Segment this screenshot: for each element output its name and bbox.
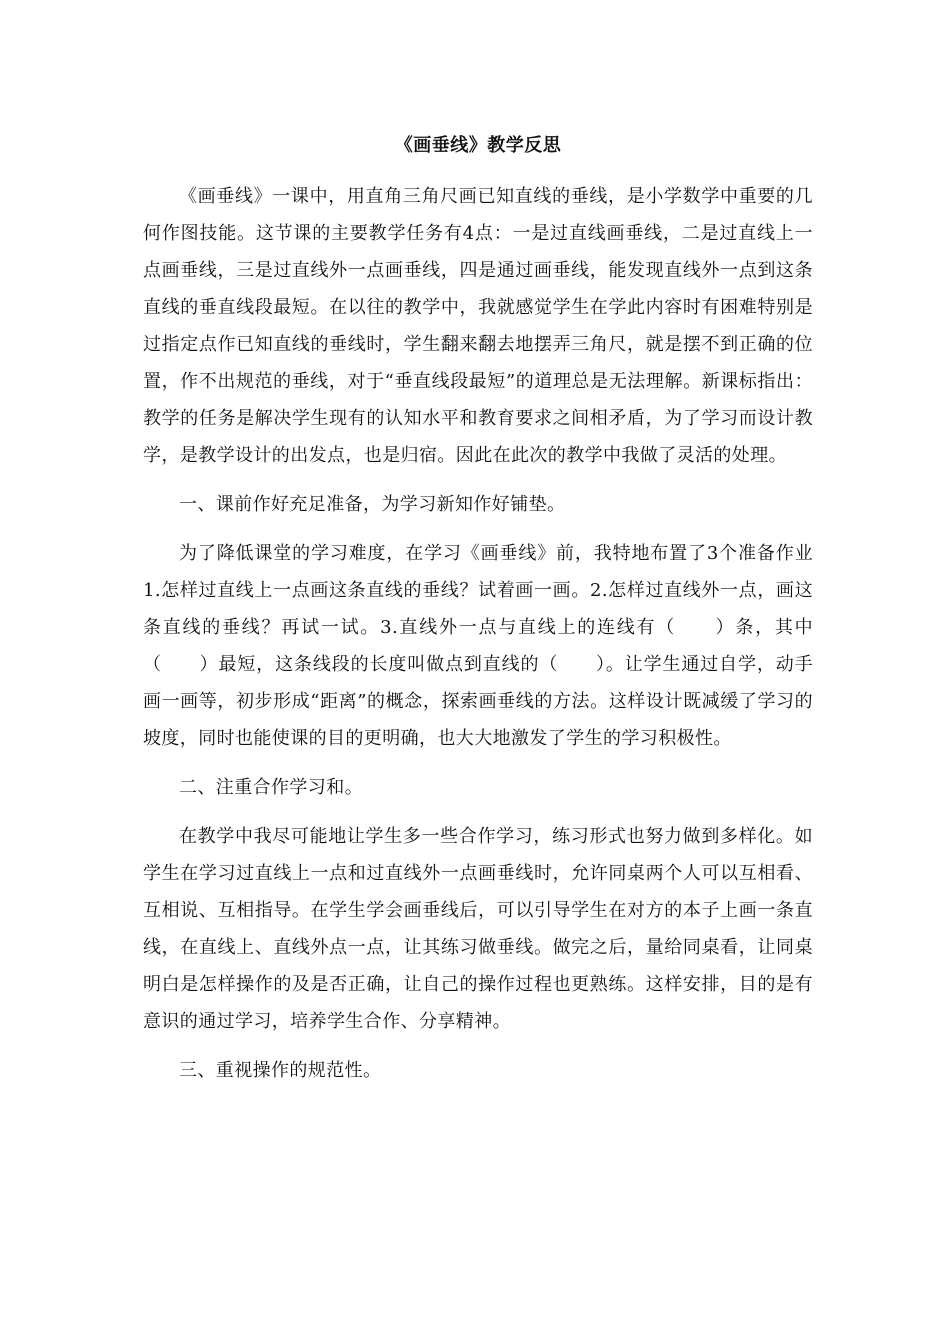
section-1-paragraph: 为了降低课堂的学习难度，在学习《画垂线》前，我特地布置了3个准备作业1.怎样过直线上一点画这条直线的垂线？试着画一画。2.怎样过直线外一点，画这条直线的垂线？再试一试。3.直线外一点与直线上的连线有（ ）条，其中（ ）最短，这条线段的长度叫做点到直线的（ ）。让学生通过自学，动手画一画等，初步形成“距离”的概念，探索画垂线的方法。这样设计既减缓了学习的坡度，同时也能使课的目的更明确，也大大地激发了学生的学习积极性。 — [143, 543, 813, 749]
document-page — [143, 134, 813, 1101]
section-3-heading: 三、重视操作的规范性。 — [179, 1060, 382, 1081]
document-title: 《画垂线》教学反思 — [394, 135, 562, 156]
section-2-paragraph: 在教学中我尽可能地让学生多一些合作学习，练习形式也努力做到多样化。如学生在学习过直线上一点和过直线外一点画垂线时，允许同桌两个人可以互相看、互相说、互相指导。在学生学会画垂线后，可以引导学生在对方的本子上画一条直线，在直线上、直线外点一点，让其练习做垂线。做完之后，量给同桌看，让同桌明白是怎样操作的及是否正确，让自己的操作过程也更熟练。这样安排，目的是有意识的通过学习，培养学生合作、分享精神。 — [143, 826, 813, 1032]
intro-paragraph: 《画垂线》一课中，用直角三角尺画已知直线的垂线，是小学数学中重要的几何作图技能。这节课的主要教学任务有4点：一是过直线画垂线，二是过直线上一点画垂线，三是过直线外一点画垂线，四是通过画垂线，能发现直线外一点到这条直线的垂直线段最短。在以往的教学中，我就感觉学生在学此内容时有困难特别是过指定点作已知直线的垂线时，学生翻来翻去地摆弄三角尺，就是摆不到正确的位置，作不出规范的垂线，对于“垂直线段最短”的道理总是无法理解。新课标指出：教学的任务是解决学生现有的认知水平和教育要求之间相矛盾，为了学习而设计教学，是教学设计的出发点，也是归宿。因此在此次的教学中我做了灵活的处理。 — [143, 186, 813, 466]
section-2-heading: 二、注重合作学习和。 — [179, 777, 363, 798]
section-1-heading: 一、课前作好充足准备，为学习新知作好铺垫。 — [179, 494, 566, 515]
